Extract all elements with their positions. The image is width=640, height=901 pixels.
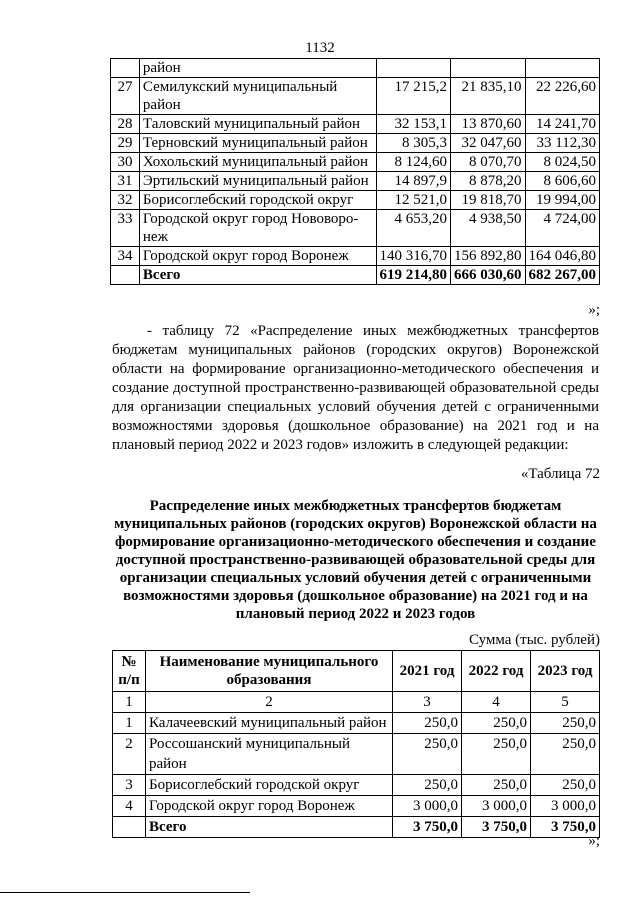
table-row [111,172,600,191]
header-2023: 2023 год [531,651,600,692]
total-2022: 3 750,0 [462,817,531,838]
closing-quote: »; [588,833,600,849]
value-2022: 250,0 [462,775,531,796]
allocation-table-72 [112,650,600,838]
header-row [113,651,600,692]
total-2022: 666 030,60 [451,266,526,285]
col-number: 3 [393,692,462,713]
total-2021: 3 750,0 [393,817,462,838]
value-2021: 250,0 [393,734,462,775]
value-2021: 140 316,70 [376,247,451,266]
municipality-name: Калачеевский муниципальный район [146,713,393,734]
value-2023: 33 112,30 [525,134,600,153]
row-number: 2 [113,734,146,775]
value-2021: 14 897,9 [376,172,451,191]
municipality-name: Городской округ город Воронеж [139,247,376,266]
value-2023: 250,0 [531,775,600,796]
value-2023: 250,0 [531,734,600,775]
row-number: 1 [113,713,146,734]
table-row [111,59,600,78]
value-2021: 17 215,2 [376,78,451,115]
table-row [111,247,600,266]
value-2023: 164 046,80 [525,247,600,266]
value-2021: 250,0 [393,713,462,734]
value-2023: 14 241,70 [525,115,600,134]
row-number: 4 [113,796,146,817]
total-2023: 682 267,00 [525,266,600,285]
municipality-name: Эртильский муниципальный район [139,172,376,191]
col-number: 4 [462,692,531,713]
row-number [111,59,140,78]
units-label: Сумма (тыс. рублей) [468,632,600,648]
municipality-name: Таловский муниципальный район [139,115,376,134]
row-number: 28 [111,115,140,134]
col-number: 2 [146,692,393,713]
table-row [113,775,600,796]
value-2021 [376,59,451,78]
value-2022: 8 070,70 [451,153,526,172]
municipality-name: Борисоглебский городской округ [139,191,376,210]
row-number: 34 [111,247,140,266]
total-row [111,266,600,285]
value-2022: 32 047,60 [451,134,526,153]
table-caption: Распределение иных межбюджетных трансфертов бюджетам муниципальных районов (городских округов) Воронежской области на формирование организационно-методического обеспечения и создание доступной пространственно-развивающей образовательной среды для организации специальных условий обучения детей с ограниченными возможностями здоровья (дошкольное образование) на 2021 год и на плановый период 2022 и 2023 годов [114,498,597,622]
municipality-name: Хохольский муниципальный район [139,153,376,172]
municipality-name: район [139,59,376,78]
table-row [111,115,600,134]
value-2023: 4 724,00 [525,210,600,247]
row-number: 29 [111,134,140,153]
value-2021: 8 124,60 [376,153,451,172]
total-2023: 3 750,0 [531,817,600,838]
value-2023: 3 000,0 [531,796,600,817]
header-2021: 2021 год [393,651,462,692]
table-row [113,796,600,817]
value-2022: 3 000,0 [462,796,531,817]
row-number: 30 [111,153,140,172]
value-2022: 21 835,10 [451,78,526,115]
municipality-name: Семилукский муниципальный район [139,78,376,115]
total-row [113,817,600,838]
footer-rule [0,892,250,893]
value-2022: 8 878,20 [451,172,526,191]
value-2022: 156 892,80 [451,247,526,266]
col-number: 1 [113,692,146,713]
value-2023: 250,0 [531,713,600,734]
allocation-table-continued [110,58,600,285]
page-number: 1132 [305,40,335,56]
row-number: 31 [111,172,140,191]
amendment-paragraph: - таблицу 72 «Распределение иных межбюджетных трансфертов бюджетам муниципальных районов (городских округов) Воронежской области на формирование организационно-методического обеспечения и создание доступной пространственно-развивающей образовательной среды для организации специальных условий обучения детей с ограниченными возможностями здоровья (дошкольное образование) на 2021 год и на плановый период 2022 и 2023 годов» изложить в следующей редакции: [112,323,599,453]
municipality-name: Россошанский муниципальный район [146,734,393,775]
table-row [111,191,600,210]
value-2021: 32 153,1 [376,115,451,134]
row-number: 32 [111,191,140,210]
value-2023: 22 226,60 [525,78,600,115]
table-row [111,153,600,172]
row-number: 27 [111,78,140,115]
value-2022: 250,0 [462,734,531,775]
value-2022: 4 938,50 [451,210,526,247]
municipality-name: Терновский муниципальный район [139,134,376,153]
table-row [111,210,600,247]
row-number: 33 [111,210,140,247]
value-2021: 12 521,0 [376,191,451,210]
municipality-name: Борисоглебский городской округ [146,775,393,796]
table-row [113,713,600,734]
value-2023: 8 024,50 [525,153,600,172]
total-label: Всего [139,266,376,285]
header-2022: 2022 год [462,651,531,692]
total-label: Всего [146,817,393,838]
row-number: 3 [113,775,146,796]
value-2021: 3 000,0 [393,796,462,817]
value-2021: 8 305,3 [376,134,451,153]
value-2021: 250,0 [393,775,462,796]
closing-quote: »; [588,302,600,318]
value-2023: 19 994,00 [525,191,600,210]
table-row [111,78,600,115]
table-label: «Таблица 72 [520,466,600,482]
value-2021: 4 653,20 [376,210,451,247]
value-2022 [451,59,526,78]
value-2023: 8 606,60 [525,172,600,191]
header-num: № п/п [113,651,146,692]
column-number-row [113,692,600,713]
municipality-name: Городской округ город Воронеж [146,796,393,817]
total-2021: 619 214,80 [376,266,451,285]
value-2022: 13 870,60 [451,115,526,134]
value-2022: 19 818,70 [451,191,526,210]
value-2023 [525,59,600,78]
value-2022: 250,0 [462,713,531,734]
table-row [111,134,600,153]
municipality-name: Городской округ город Нововоро-неж [139,210,376,247]
header-name: Наименование муниципального образования [146,651,393,692]
table-row [113,734,600,775]
col-number: 5 [531,692,600,713]
